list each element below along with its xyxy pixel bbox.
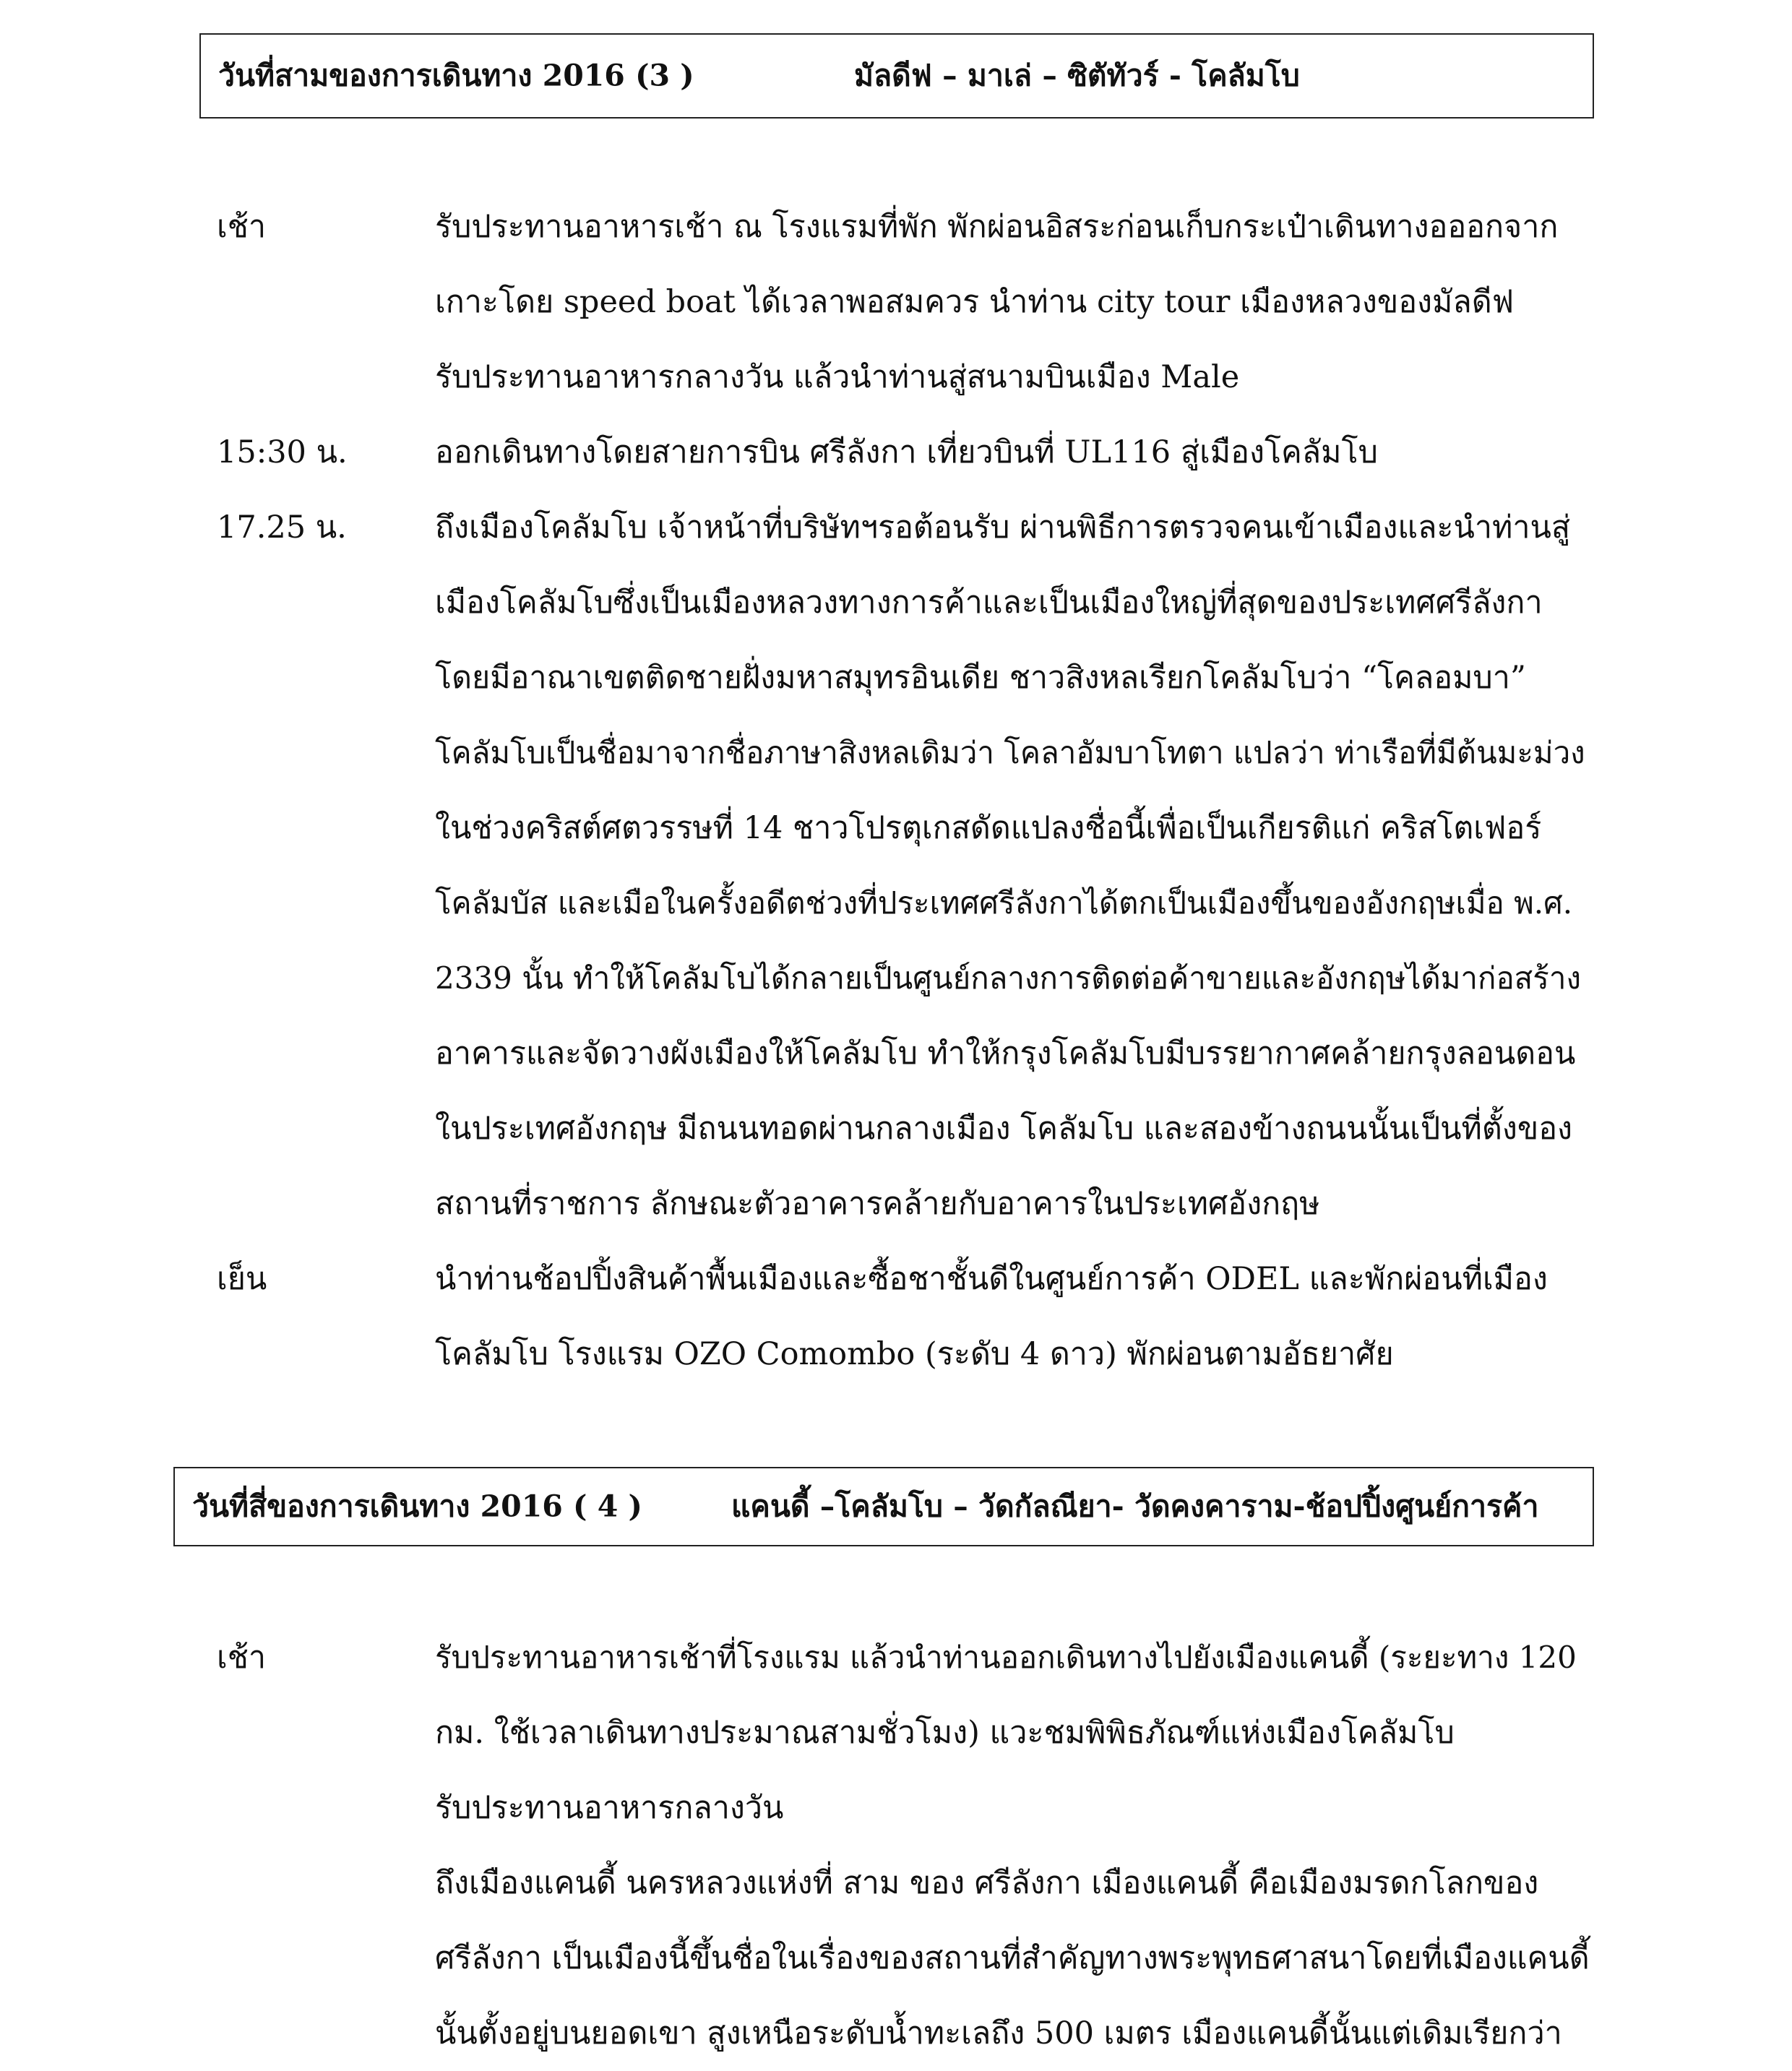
- time-label: 17.25 น.: [217, 509, 347, 546]
- itinerary-line: [217, 1846, 1662, 1921]
- line-text: กม. ใช้เวลาเดินทางประมาณสามชั่วโมง) แวะชมพิพิธภัณฑ์แห่งเมืองโคลัมโบ: [435, 1715, 1455, 1751]
- itinerary-line: [217, 415, 1662, 490]
- time-label: เช้า: [217, 209, 267, 245]
- line-text: รับประทานอาหารเช้า ณ โรงแรมที่พัก พักผ่อนอิสระก่อนเก็บกระเป๋าเดินทางอออกจาก: [435, 209, 1559, 245]
- itinerary-line: [217, 264, 1662, 340]
- line-text: นั้นตั้งอยู่บนยอดเขา สูงเหนือระดับน้ำทะเลถึง 500 เมตร เมืองแคนดี้นั้นแต่เดิมเรียกว่า: [435, 2015, 1562, 2051]
- line-text: โคลัมบัส และเมือในครั้งอดีตช่วงที่ประเทศศรีลังกาได้ตกเป็นเมืองขึ้นของอังกฤษเมื่อ พ.ศ.: [435, 885, 1573, 921]
- itinerary-line: [217, 1770, 1662, 1846]
- itinerary-line: [217, 340, 1662, 415]
- line-text: อาคารและจัดวางผังเมืองให้โคลัมโบ ทำให้กรุงโคลัมโบมีบรรยากาศคล้ายกรุงลอนดอน: [435, 1036, 1576, 1072]
- line-text: ถึงเมืองแคนดี้ นครหลวงแห่งที่ สาม ของ ศรีลังกา เมืองแคนดี้ คือเมืองมรดกโลกของ: [435, 1865, 1539, 1901]
- itinerary-line: [217, 1921, 1662, 1996]
- time-label: 15:30 น.: [217, 434, 348, 470]
- line-text: ศรีลังกา เป็นเมืองนี้ขึ้นชื่อในเรื่องของสถานที่สำคัญทางพระพุทธศาสนาโดยที่เมืองแคนดี้: [435, 1940, 1590, 1976]
- itinerary-line: [217, 715, 1662, 791]
- day3-header-route: มัลดีฟ – มาเล่ – ซิตัทัวร์ - โคลัมโบ: [854, 58, 1300, 93]
- line-text: รับประทานอาหารกลางวัน: [435, 1790, 784, 1826]
- itinerary-line: [217, 1996, 1662, 2071]
- itinerary-line: [217, 1620, 1662, 1695]
- line-text: นำท่านช้อปปิ้งสินค้าพื้นเมืองและซื้อชาชั้นดีในศูนย์การค้า ODEL และพักผ่อนที่เมือง: [435, 1261, 1548, 1297]
- itinerary-line: [217, 1166, 1662, 1241]
- time-label: เช้า: [217, 1640, 267, 1676]
- itinerary-line: [217, 1091, 1662, 1166]
- line-text: เกาะโดย speed boat ได้เวลาพอสมควร นำท่าน city tour เมืองหลวงของมัลดีฟ: [435, 284, 1515, 320]
- itinerary-line: [217, 1241, 1662, 1317]
- itinerary-line: [217, 1317, 1662, 1392]
- line-text: โดยมีอาณาเขตติดชายฝั่งมหาสมุทรอินเดีย ชาวสิงหลเรียกโคลัมโบว่า “โคลอมบา”: [435, 660, 1526, 696]
- line-text: โคลัมโบเป็นชื่อมาจากชื่อภาษาสิงหลเดิมว่า โคลาอัมบาโทตา แปลว่า ท่าเรือที่มีต้นมะม่วง: [435, 735, 1585, 770]
- line-text: เมืองโคลัมโบซึ่งเป็นเมืองหลวงทางการค้าและเป็นเมืองใหญ่ที่สุดของประเทศศรีลังกา: [435, 585, 1543, 621]
- itinerary-line: [217, 640, 1662, 715]
- day4-header-title: วันที่สี่ของการเดินทาง 2016 ( 4 ): [192, 1489, 642, 1524]
- itinerary-line: [217, 189, 1662, 264]
- day4-header-route: แคนดี้ –โคลัมโบ – วัดกัลณียา- วัดคงคาราม-ช้อปปิ้งศูนย์การค้า: [731, 1489, 1539, 1524]
- itinerary-line: [217, 1016, 1662, 1091]
- itinerary-line: [217, 1695, 1662, 1770]
- time-label: เย็น: [217, 1261, 267, 1297]
- line-text: รับประทานอาหารเช้าที่โรงแรม แล้วนำท่านออกเดินทางไปยังเมืองแคนดี้ (ระยะทาง 120: [435, 1640, 1577, 1675]
- line-text: รับประทานอาหารกลางวัน แล้วนำท่านสู่สนามบินเมือง Male: [435, 359, 1240, 395]
- itinerary-line: [217, 941, 1662, 1016]
- itinerary-line: [217, 565, 1662, 640]
- day3-header-box: [199, 33, 1594, 119]
- line-text: โคลัมโบ โรงแรม OZO Comombo (ระดับ 4 ดาว) พักผ่อนตามอัธยาศัย: [435, 1336, 1394, 1372]
- itinerary-line: [217, 791, 1662, 866]
- line-text: ในประเทศอังกฤษ มีถนนทอดผ่านกลางเมือง โคลัมโบ และสองข้างถนนนั้นเป็นที่ตั้งของ: [435, 1111, 1573, 1147]
- day4-header-box: [173, 1467, 1594, 1546]
- line-text: ออกเดินทางโดยสายการบิน ศรีลังกา เที่ยวบินที่ UL116 สู่เมืองโคลัมโบ: [435, 434, 1378, 470]
- line-text: ในช่วงคริสต์ศตวรรษที่ 14 ชาวโปรตุเกสดัดแปลงชื่อนี้เพื่อเป็นเกียรติแก่ คริสโตเฟอร์: [435, 810, 1542, 846]
- itinerary-line: [217, 866, 1662, 941]
- line-text: 2339 นั้น ทำให้โคลัมโบได้กลายเป็นศูนย์กลางการติดต่อค้าขายและอังกฤษได้มาก่อสร้าง: [435, 960, 1581, 996]
- line-text: ถึงเมืองโคลัมโบ เจ้าหน้าที่บริษัทฯรอต้อนรับ ผ่านพิธีการตรวจคนเข้าเมืองและนำท่านสู่: [435, 509, 1571, 546]
- day3-header-title: วันที่สามของการเดินทาง 2016 (3 ): [218, 58, 694, 93]
- line-text: สถานที่ราชการ ลักษณะตัวอาคารคล้ายกับอาคารในประเทศอังกฤษ: [435, 1186, 1320, 1222]
- itinerary-line: [217, 490, 1662, 565]
